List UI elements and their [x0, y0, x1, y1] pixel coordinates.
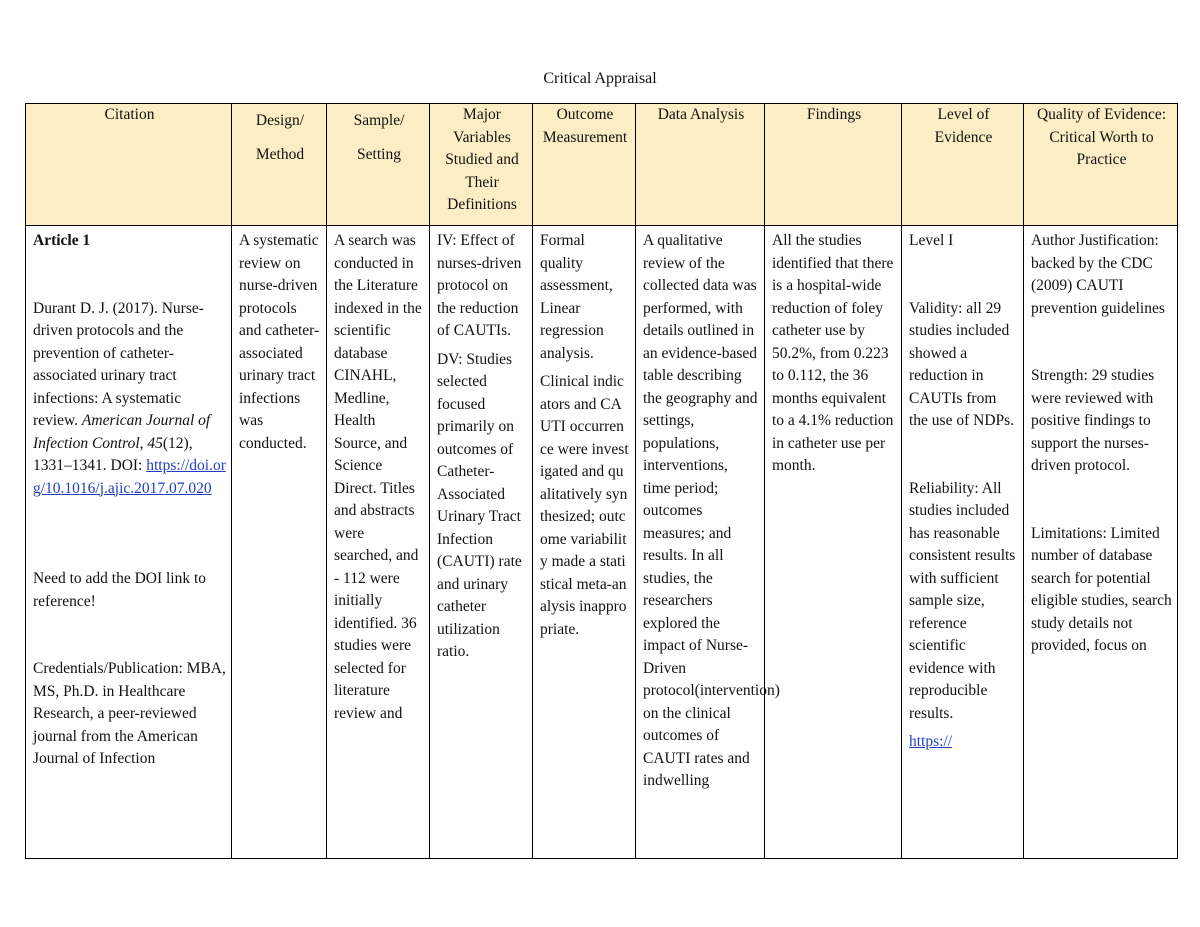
header-outcome: Outcome Measurement — [533, 104, 636, 226]
reference-text — [33, 298, 226, 501]
header-data-analysis: Data Analysis — [636, 104, 765, 226]
reliability-text: Reliability: All studies included has reasonable consistent results with sufficient sample size, reference scientific evidence with reproducible results. — [909, 479, 1016, 722]
table-row — [26, 226, 1178, 859]
header-findings: Findings — [765, 104, 902, 226]
outcome-part2: Clinical indicators and CAUTI occurrence were investigated and qualitatively synthesized; outcome variability made a statistical meta-analysis inappropriate. — [540, 373, 629, 638]
cell-findings: All the studies identified that there is a hospital-wide reduction of foley catheter use by 50.2%, from 0.223 to 0.112, the 36 months equivalent to a 4.1% reduction in catheter use per month. — [765, 226, 902, 859]
header-row — [26, 104, 1178, 226]
cell-quality — [1024, 226, 1178, 859]
credentials-text: Credentials/Publication: MBA, MS, Ph.D. in Healthcare Research, a peer-reviewed journal from the American Journal of Infection — [33, 660, 226, 767]
strength-text: Strength: 29 studies were reviewed with positive findings to support the nurses-driven protocol. — [1031, 367, 1155, 474]
header-design: Design/ Method — [232, 104, 327, 226]
header-variables: Major Variables Studied and Their Definitions — [430, 104, 533, 226]
document-title: Critical Appraisal — [543, 70, 657, 87]
validity-text: Validity: all 29 studies included showed a reduction in CAUTIs from the use of NDPs. — [909, 299, 1015, 429]
cell-data-analysis: A qualitative review of the collected data was performed, with details outlined in an evidence-based table describing the geography and settings, populations, interventions, time period; outcomes measures; and results. In all studies, the researchers explored the impact of Nurse-Driven protocol(intervention) on the clinical outcomes of CAUTI rates and indwelling — [636, 226, 765, 859]
article-label: Article 1 — [33, 232, 91, 249]
note-text: Need to add the DOI link to reference! — [33, 570, 207, 610]
cell-citation — [26, 226, 232, 859]
cell-sample: A search was conducted in the Literature indexed in the scientific database CINAHL, Medline, Health Source, and Science Direct. Titles and abstracts were searched, and - 112 were initially identified. 36 studies were selected for literature review and — [327, 226, 430, 859]
appraisal-table — [25, 103, 1178, 859]
variables-dv: DV: Studies selected focused primarily on outcomes of Catheter-Associated Urinary Tract Infection (CAUTI) rate and urinary catheter utilization ratio. — [437, 350, 522, 660]
cell-variables — [430, 226, 533, 859]
reference-sep: , — [139, 434, 148, 452]
variables-iv: IV: Effect of nurses-driven protocol on the reduction of CAUTIs. — [437, 232, 522, 339]
reference-authors-title: Durant D. J. (2017). Nurse-driven protocols and the prevention of catheter-associated urinary tract infections: A systematic review. — [33, 299, 204, 429]
cell-outcome — [533, 226, 636, 859]
header-sample: Sample/ Setting — [327, 104, 430, 226]
level-link[interactable]: https:// — [909, 733, 953, 750]
doi-link[interactable]: https://doi.org/10.1016/j.ajic.2017.07.020 — [33, 457, 226, 497]
outcome-part1: Formal quality assessment, Linear regression analysis. — [540, 232, 613, 362]
reference-journal: American Journal of Infection Control — [33, 412, 211, 452]
limitations-text: Limitations: Limited number of database search for potential eligible studies, search study details not provided, focus on — [1031, 524, 1172, 654]
reference-pages: (12), 1331–1341. DOI: — [33, 434, 193, 474]
header-quality: Quality of Evidence: Critical Worth to Practice — [1024, 104, 1178, 226]
header-citation: Citation — [26, 104, 232, 226]
header-level: Level of Evidence — [902, 104, 1024, 226]
level-text: Level I — [909, 232, 954, 249]
cell-design: A systematic review on nurse-driven protocols and catheter-associated urinary tract infections was conducted. — [232, 226, 327, 859]
cell-level — [902, 226, 1024, 859]
justification-text: Author Justification: backed by the CDC (2009) CAUTI prevention guidelines — [1031, 232, 1165, 317]
reference-volume: 45 — [147, 434, 163, 452]
